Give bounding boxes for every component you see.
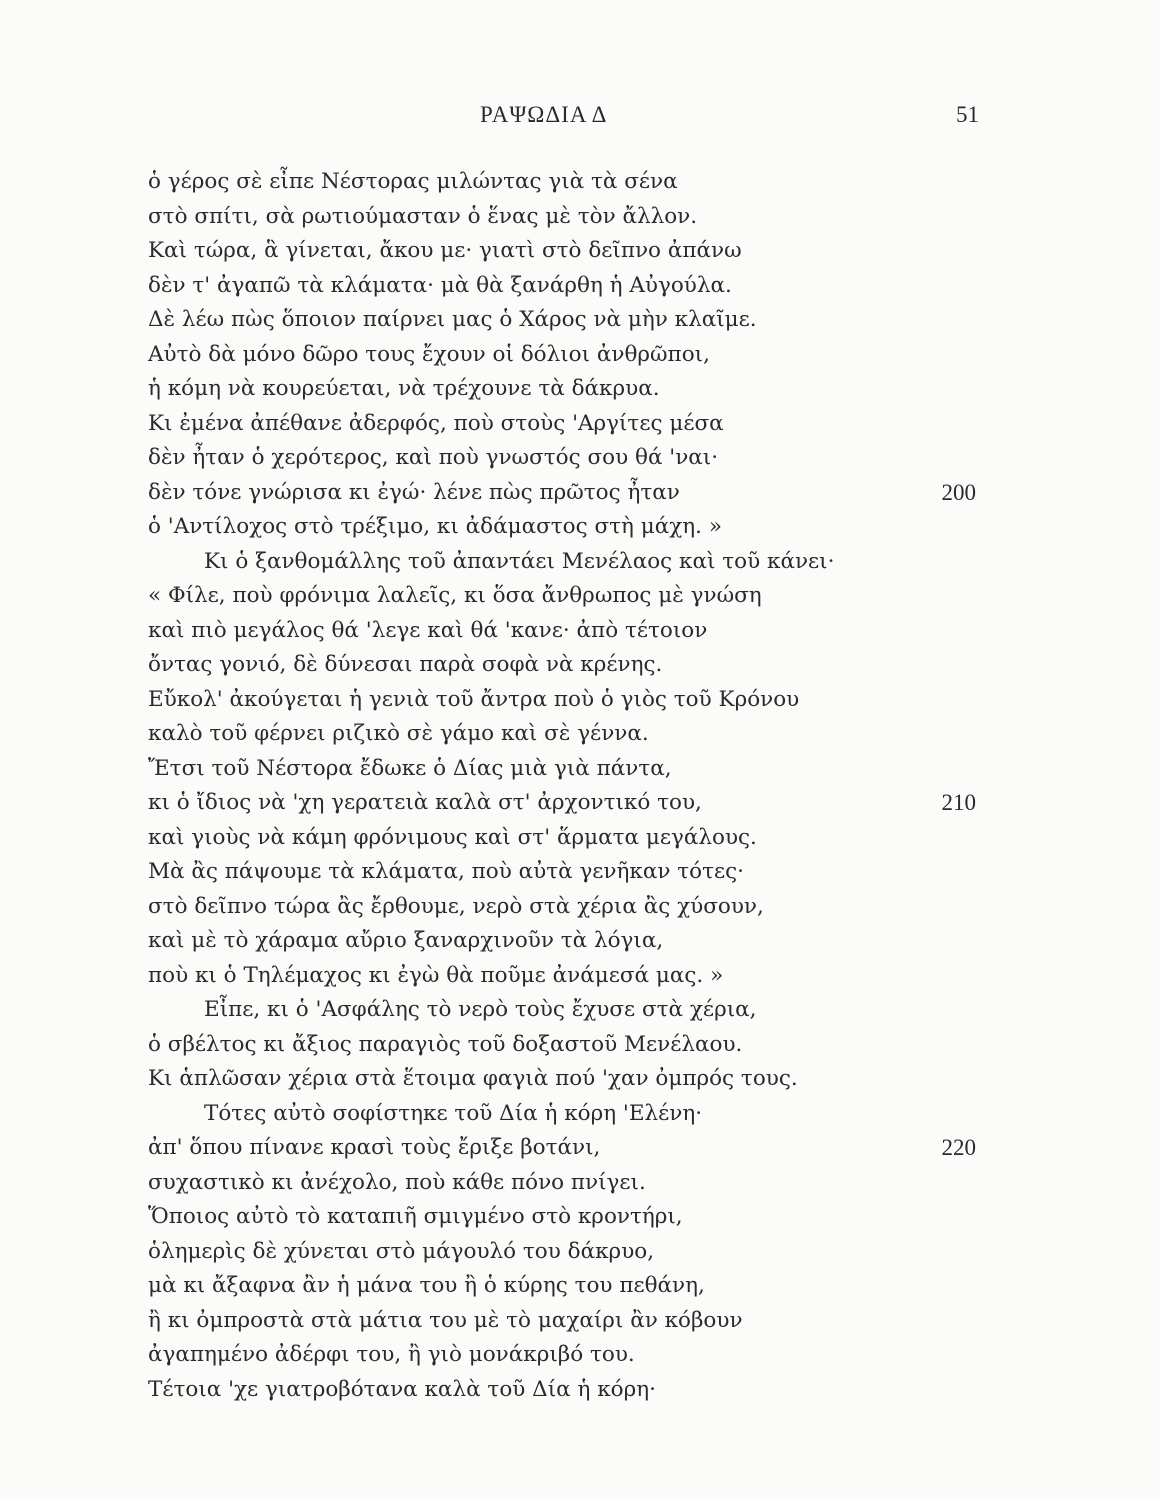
verse-text: στὸ δεῖπνο τώρα ἂς ἔρθουμε, νερὸ στὰ χέρια ἂς χύσουν, [148, 893, 764, 919]
verse-line [0, 1235, 1160, 1270]
verse-line [0, 717, 1160, 752]
verse-line [0, 1131, 1160, 1166]
verse-text: Τέτοια 'χε γιατροβότανα καλὰ τοῦ Δία ἡ κόρη· [148, 1376, 656, 1402]
verse-line [0, 821, 1160, 856]
verse-line [0, 579, 1160, 614]
verse-text: Μὰ ἂς πάψουμε τὰ κλάματα, ποὺ αὐτὰ γενῆκαν τότες· [148, 859, 744, 884]
verse-line [0, 545, 1160, 580]
verse-line [0, 993, 1160, 1028]
verse-text: ὁ 'Αντίλοχος στὸ τρέξιμο, κι ἀδάμαστος στὴ μάχη. » [148, 514, 722, 539]
verse-line [0, 338, 1160, 373]
verse-line [0, 1338, 1160, 1373]
verse-text: ἀγαπημένο ἀδέρφι του, ἢ γιὸ μονάκριβό του. [148, 1342, 635, 1367]
verse-text: στὸ σπίτι, σὰ ρωτιούμασταν ὁ ἕνας μὲ τὸν ἄλλον. [148, 203, 698, 229]
verse-line [0, 1062, 1160, 1097]
verse-text: κι ὁ ἴδιος νὰ 'χη γερατειὰ καλὰ στ' ἀρχοντικό του, [148, 790, 702, 815]
verse-text: ἀπ' ὅπου πίνανε κρασὶ τοὺς ἔριξε βοτάνι, [148, 1135, 601, 1160]
verse-line [0, 1166, 1160, 1201]
verse-line [0, 441, 1160, 476]
verse-text: ὁ σβέλτος κι ἄξιος παραγιὸς τοῦ δοξαστοῦ Μενέλαου. [148, 1031, 743, 1057]
verse-line [0, 648, 1160, 683]
page-number: 51 [956, 102, 979, 127]
verse-text: Κι ἁπλῶσαν χέρια στὰ ἕτοιμα φαγιὰ πού 'χαν ὀμπρός τους. [148, 1066, 798, 1091]
verse-line [0, 1097, 1160, 1132]
line-number: 210 [941, 790, 976, 815]
verse-text: καὶ πιὸ μεγάλος θά 'λεγε καὶ θά 'κανε· ἀπὸ τέτοιον [148, 617, 708, 643]
verse-line [0, 924, 1160, 959]
verse-text: ὁλημερὶς δὲ χύνεται στὸ μάγουλό του δάκρυο, [148, 1238, 655, 1264]
verse-line [0, 303, 1160, 338]
verse-line [0, 890, 1160, 925]
verse-line [0, 614, 1160, 649]
verse-text: καλὸ τοῦ φέρνει ριζικὸ σὲ γάμο καὶ σὲ γέννα. [148, 721, 649, 746]
verse-line [0, 234, 1160, 269]
verse-line [0, 1373, 1160, 1408]
verse-line [0, 1269, 1160, 1304]
verse-text: καὶ μὲ τὸ χάραμα αὔριο ξαναρχινοῦν τὰ λόγια, [148, 928, 664, 953]
chapter-title: ΡΑΨΩΔΙΑ Δ [480, 102, 608, 127]
verse-text: μὰ κι ἄξαφνα ἂν ἡ μάνα του ἢ ὁ κύρης του πεθάνη, [148, 1273, 705, 1298]
verse-text: Ἔτσι τοῦ Νέστορα ἔδωκε ὁ Δίας μιὰ γιὰ πάντα, [148, 755, 672, 781]
verse-line [0, 786, 1160, 821]
verse-line [0, 752, 1160, 787]
verse-text: Εἶπε, κι ὁ 'Ασφάλης τὸ νερὸ τοὺς ἔχυσε στὰ χέρια, [204, 997, 757, 1022]
verse-line [0, 200, 1160, 235]
verse-block [0, 165, 1160, 1407]
verse-text: Εὔκολ' ἀκούγεται ἡ γενιὰ τοῦ ἄντρα ποὺ ὁ γιὸς τοῦ Κρόνου [148, 686, 800, 712]
verse-line [0, 372, 1160, 407]
verse-line [0, 269, 1160, 304]
verse-text: συχαστικὸ κι ἀνέχολο, ποὺ κάθε πόνο πνίγει. [148, 1169, 646, 1195]
verse-line [0, 959, 1160, 994]
line-number: 200 [941, 479, 976, 505]
line-number: 220 [941, 1135, 976, 1160]
verse-line [0, 1304, 1160, 1339]
verse-text: Τότες αὐτὸ σοφίστηκε τοῦ Δία ἡ κόρη 'Ελένη· [204, 1100, 703, 1126]
verse-text: « Φίλε, ποὺ φρόνιμα λαλεῖς, κι ὅσα ἄνθρωπος μὲ γνώση [148, 583, 762, 608]
verse-text: Δὲ λέω πὼς ὅποιον παίρνει μας ὁ Χάρος νὰ μὴν κλαῖμε. [148, 307, 757, 332]
verse-text: Κι ὁ ξανθομάλλης τοῦ ἀπαντάει Μενέλαος καὶ τοῦ κάνει· [204, 548, 835, 574]
verse-text: Κι ἐμένα ἀπέθανε ἀδερφός, ποὺ στοὺς 'Αργίτες μέσα [148, 410, 724, 436]
verse-text: δὲν ἦταν ὁ χερότερος, καὶ ποὺ γνωστός σου θά 'ναι· [148, 445, 719, 470]
verse-line [0, 855, 1160, 890]
verse-text: Ὅποιος αὐτὸ τὸ καταπιῆ σμιγμένο στὸ κροντήρι, [148, 1204, 683, 1229]
verse-line [0, 1200, 1160, 1235]
verse-text: ὄντας γονιό, δὲ δύνεσαι παρὰ σοφὰ νὰ κρένης. [148, 652, 663, 677]
verse-text: Καὶ τώρα, ἃ γίνεται, ἄκου με· γιατὶ στὸ δεῖπνο ἀπάνω [148, 238, 742, 263]
verse-line [0, 476, 1160, 511]
running-head [0, 102, 1160, 132]
verse-text: Αὐτὸ δὰ μόνο δῶρο τους ἔχουν οἱ δόλιοι ἀνθρῶποι, [148, 341, 710, 367]
verse-text: ὁ γέρος σὲ εἶπε Νέστορας μιλώντας γιὰ τὰ σένα [148, 169, 678, 194]
verse-line [0, 165, 1160, 200]
verse-text: ἢ κι ὀμπροστὰ στὰ μάτια του μὲ τὸ μαχαίρι ἂν κόβουν [148, 1307, 743, 1333]
verse-line [0, 510, 1160, 545]
verse-line [0, 1028, 1160, 1063]
verse-text: καὶ γιοὺς νὰ κάμη φρόνιμους καὶ στ' ἅρματα μεγάλους. [148, 824, 757, 850]
verse-line [0, 407, 1160, 442]
verse-text: δὲν τ' ἀγαπῶ τὰ κλάματα· μὰ θὰ ξανάρθη ἡ Αὐγούλα. [148, 272, 732, 298]
verse-text: ποὺ κι ὁ Τηλέμαχος κι ἐγὼ θὰ ποῦμε ἀνάμεσά μας. » [148, 962, 724, 988]
verse-line [0, 683, 1160, 718]
verse-text: ἡ κόμη νὰ κουρεύεται, νὰ τρέχουνε τὰ δάκρυα. [148, 376, 660, 401]
verse-text: δὲν τόνε γνώρισα κι ἐγώ· λένε πὼς πρῶτος ἦταν [148, 479, 680, 505]
